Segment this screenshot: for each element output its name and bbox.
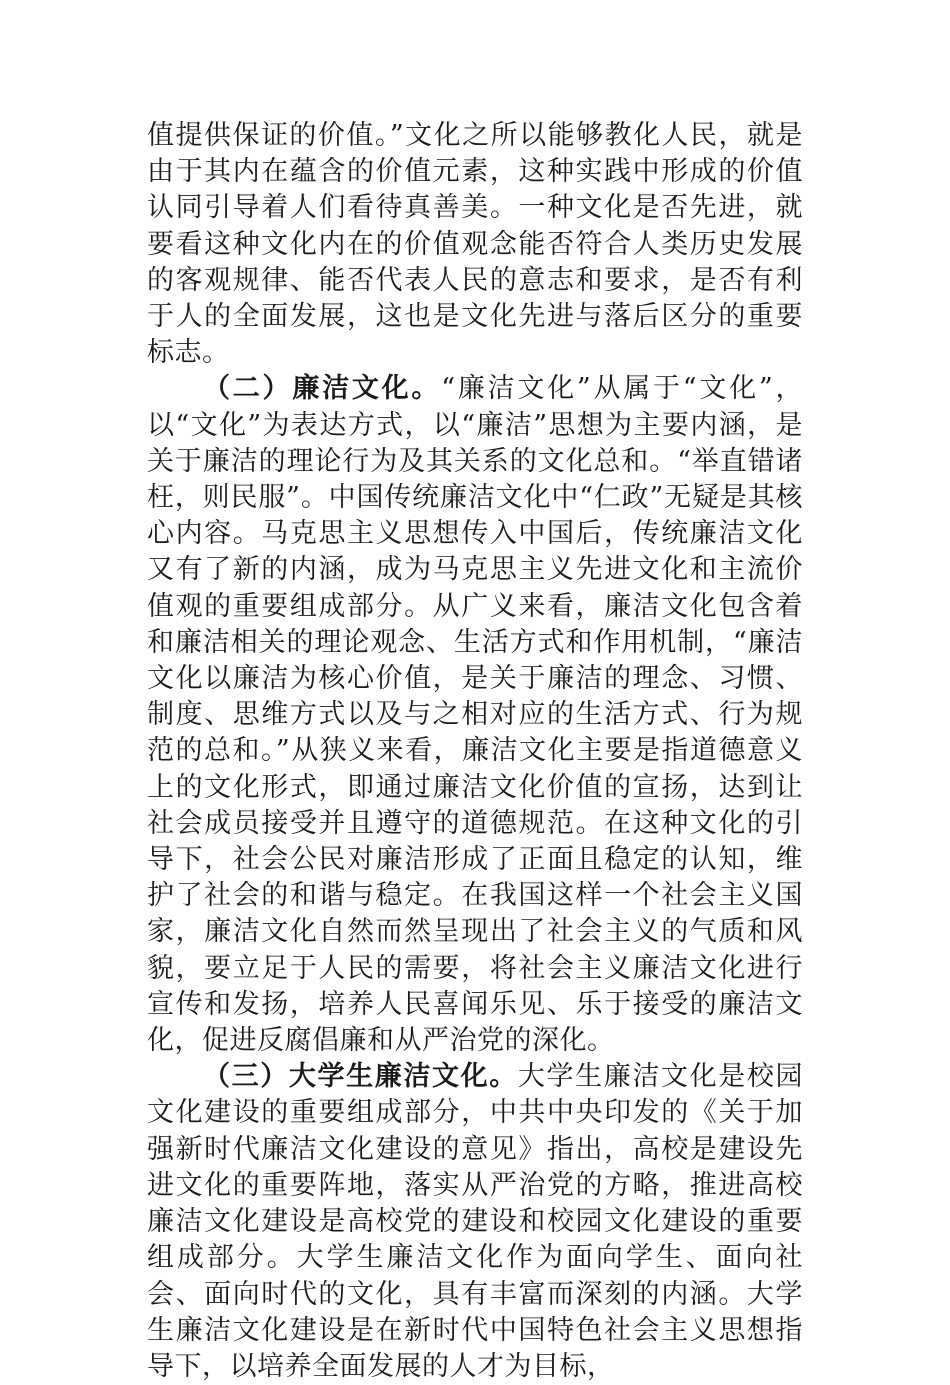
- paragraph-integrity-culture: [147, 371, 803, 1059]
- paragraph-1-text: 值提供保证的价值。”文化之所以能够教化人民，就是由于其内在蕴含的价值元素，这种实践中形成的价值认同引导着人们看待真善美。一种文化是否先进，就要看这种文化内在的价值观念能否符合人类历史发展的客观规律、能否代表人民的意志和要求，是否有利于人的全面发展，这也是文化先进与落后区分的重要标志。: [147, 120, 803, 369]
- paragraph-continued: [147, 118, 803, 371]
- paragraph-student-integrity-culture: [147, 1059, 803, 1385]
- paragraph-2-text: “廉洁文化”从属于“文化”，以“文化”为表达方式，以“廉洁”思想为主要内涵，是关于廉洁的理论行为及其关系的文化总和。“举直错诸枉，则民服”。中国传统廉洁文化中“仁政”无疑是其核心内容。马克思主义思想传入中国后，传统廉洁文化又有了新的内涵，成为马克思主义先进文化和主流价值观的重要组成部分。从广义来看，廉洁文化包含着和廉洁相关的理论观念、生活方式和作用机制，“廉洁文化以廉洁为核心价值，是关于廉洁的理念、习惯、制度、思维方式以及与之相对应的生活方式、行为规范的总和。”从狭义来看，廉洁文化主要是指道德意义上的文化形式，即通过廉洁文化价值的宣扬，达到让社会成员接受并且遵守的道德规范。在这种文化的引导下，社会公民对廉洁形成了正面且稳定的认知，维护了社会的和谐与稳定。在我国这样一个社会主义国家，廉洁文化自然而然呈现出了社会主义的气质和风貌，要立足于人民的需要，将社会主义廉洁文化进行宣传和发扬，培养人民喜闻乐见、乐于接受的廉洁文化，促进反腐倡廉和从严治党的深化。: [147, 373, 803, 1057]
- document-body: [147, 118, 803, 1385]
- section-heading-student-integrity-culture: （三）大学生廉洁文化。: [203, 1061, 518, 1093]
- section-heading-integrity-culture: （二）廉洁文化。: [203, 373, 442, 405]
- paragraph-3-text: 大学生廉洁文化是校园文化建设的重要组成部分，中共中央印发的《关于加强新时代廉洁文化建设的意见》指出，高校是建设先进文化的重要阵地，落实从严治党的方略，推进高校廉洁文化建设是高校党的建设和校园文化建设的重要组成部分。大学生廉洁文化作为面向学生、面向社会、面向时代的文化，具有丰富而深刻的内涵。大学生廉洁文化建设是在新时代中国特色社会主义思想指导下，以培养全面发展的人才为目标，: [147, 1061, 803, 1382]
